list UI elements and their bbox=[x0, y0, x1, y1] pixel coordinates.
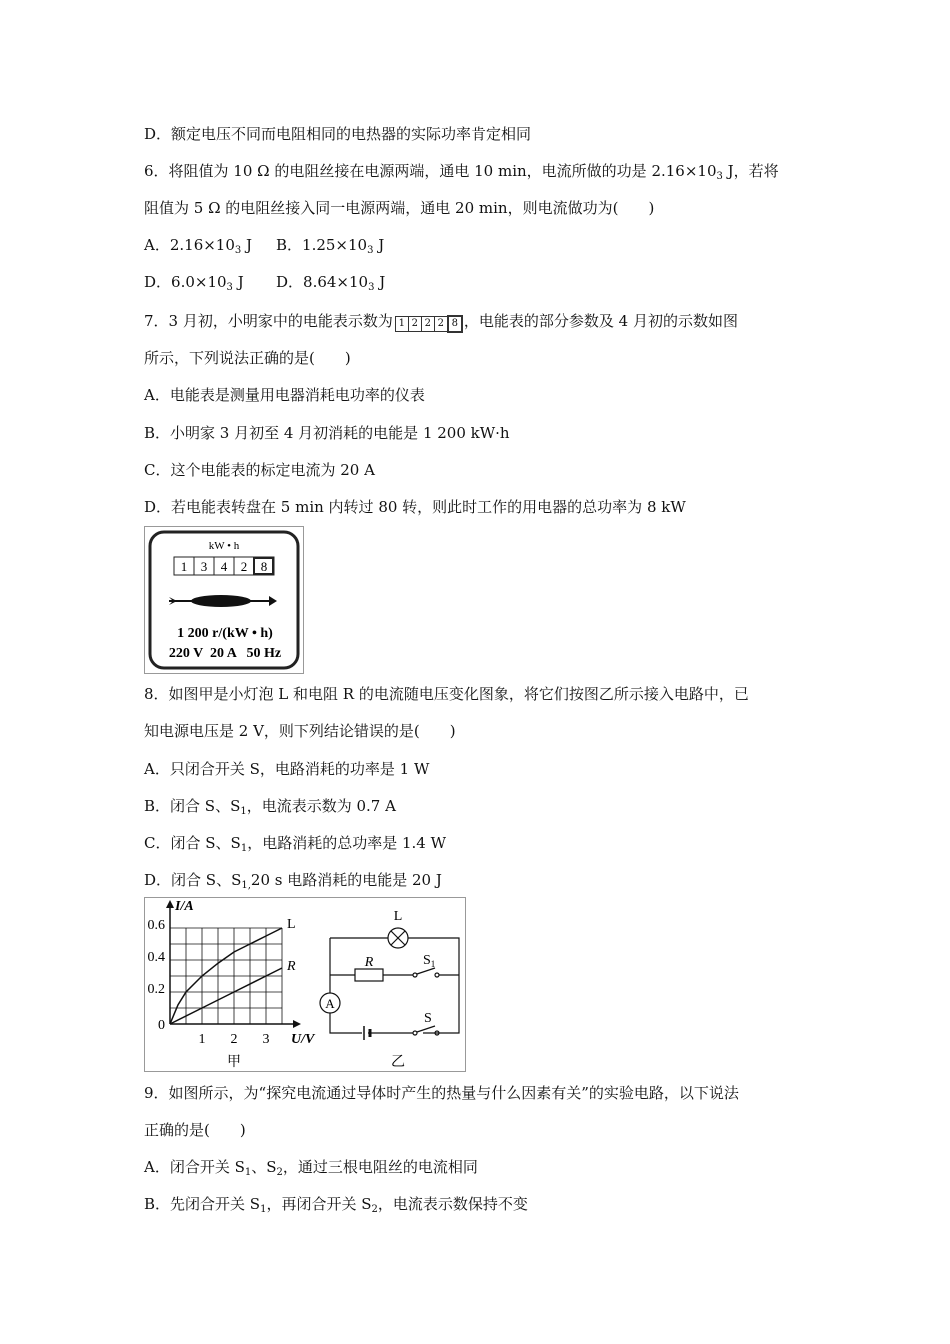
q7-option-b: B．小明家 3 月初至 4 月初消耗的电能是 1 200 kW·h bbox=[144, 424, 510, 442]
q9-stem-line1: 9．如图所示，为“探究电流通过导体时产生的热量与什么因素有关”的实验电路，以下说法 bbox=[144, 1084, 739, 1102]
curve-r-label: R bbox=[287, 959, 296, 974]
q7-stem-line1: 7．3 月初，小明家中的电能表示数为 1 2 2 2 8 ，电能表的部分参数及 4 月初的示数如图 bbox=[144, 311, 738, 333]
meter-rev-constant: 1 200 r/(kW • h) bbox=[177, 626, 273, 641]
q6-option-d: D．$8.64\times 10_3$ J bbox=[276, 273, 386, 293]
q6-option-a: A．$2.16\times 10_3$ J bbox=[144, 236, 253, 256]
curve-l-label: L bbox=[287, 917, 296, 932]
q8-option-b: B．闭合 S、$S_1$，电流表示数为 0.7 A bbox=[144, 797, 396, 817]
resistor-label: R bbox=[364, 955, 374, 970]
y-tick-label: 0.2 bbox=[147, 982, 165, 997]
q8-option-c: C．闭合 S、$S_1$，电路消耗的总功率是 1.4 W bbox=[144, 834, 446, 854]
q9-option-a: A．闭合开关 $S_1$、$S_2$，通过三根电阻丝的电流相同 bbox=[144, 1158, 478, 1178]
q8-figure bbox=[144, 897, 466, 1072]
q7-stem-line2: 所示，下列说法正确的是( ) bbox=[144, 349, 351, 367]
rotating-disc-icon bbox=[169, 595, 277, 607]
q6-option-c: D．$6.0\times 10_3$ J bbox=[144, 273, 244, 293]
graph-caption: 甲 bbox=[227, 1055, 241, 1070]
q9-stem-line2: 正确的是( ) bbox=[144, 1121, 246, 1139]
q7-option-c: C．这个电能表的标定电流为 20 A bbox=[144, 461, 375, 479]
iv-graph bbox=[148, 899, 317, 1070]
q7-option-a: A．电能表是测量用电器消耗电功率的仪表 bbox=[144, 386, 425, 404]
q8-stem-line2: 知电源电压是 2 V，则下列结论错误的是( ) bbox=[144, 722, 456, 740]
q5-option-d: D．额定电压不同而电阻相同的电热器的实际功率肯定相同 bbox=[144, 125, 532, 143]
meter-digit: 3 bbox=[200, 559, 208, 574]
q7-option-d: D．若电能表转盘在 5 min 内转过 80 转，则此时工作的用电器的总功率为 8 kW bbox=[144, 498, 686, 516]
x-tick-label: 3 bbox=[262, 1032, 270, 1047]
march-meter-reading: 1 2 2 2 8 bbox=[395, 311, 462, 333]
x-tick-label: 1 bbox=[198, 1032, 206, 1047]
switch1-label: $S_1$ bbox=[423, 953, 436, 969]
y-tick-label: 0 bbox=[158, 1018, 165, 1033]
circuit-caption: 乙 bbox=[391, 1055, 405, 1070]
q6-stem-line2: 阻值为 5 Ω 的电阻丝接入同一电源两端，通电 20 min，则电流做功为( ) bbox=[144, 199, 655, 217]
curve-r bbox=[170, 968, 282, 1024]
q8-stem-line1: 8．如图甲是小灯泡 L 和电阻 R 的电流随电压变化图象，将它们按图乙所示接入电路中，已 bbox=[144, 685, 749, 703]
q6-option-b: B．$1.25\times 10_3$ J bbox=[276, 236, 385, 256]
q8-option-a: A．只闭合开关 S，电路消耗的功率是 1 W bbox=[144, 760, 430, 778]
x-axis-label: U/V bbox=[291, 1032, 315, 1047]
y-tick-label: 0.4 bbox=[147, 950, 165, 965]
meter-digit: 1 bbox=[180, 559, 188, 574]
x-tick-label: 2 bbox=[230, 1032, 238, 1047]
meter-digit: 8 bbox=[260, 559, 268, 574]
meter-digit: 4 bbox=[220, 559, 228, 574]
meter-unit: kW • h bbox=[208, 540, 240, 552]
meter-spec: 220 V 20 A 50 Hz bbox=[168, 646, 282, 661]
ammeter-label: A bbox=[325, 996, 335, 1011]
meter-digit: 2 bbox=[240, 559, 248, 574]
q9-option-b: B．先闭合开关 $S_1$，再闭合开关 $S_2$，电流表示数保持不变 bbox=[144, 1195, 528, 1215]
switch-label: S bbox=[424, 1011, 432, 1026]
lamp-label: L bbox=[393, 909, 403, 924]
electricity-meter-figure bbox=[144, 526, 304, 674]
y-tick-label: 0.6 bbox=[147, 918, 165, 933]
q6-stem-line1: 6．将阻值为 10 Ω 的电阻丝接在电源两端，通电 10 min，电流所做的功是 $2.16\times 10_3$ J，若将 bbox=[144, 162, 779, 182]
y-axis-label: I/A bbox=[175, 899, 194, 914]
q8-option-d: D．闭合 S、$S_{1,}20$ s 电路消耗的电能是 20 J bbox=[144, 871, 442, 891]
circuit-diagram bbox=[320, 928, 459, 1040]
